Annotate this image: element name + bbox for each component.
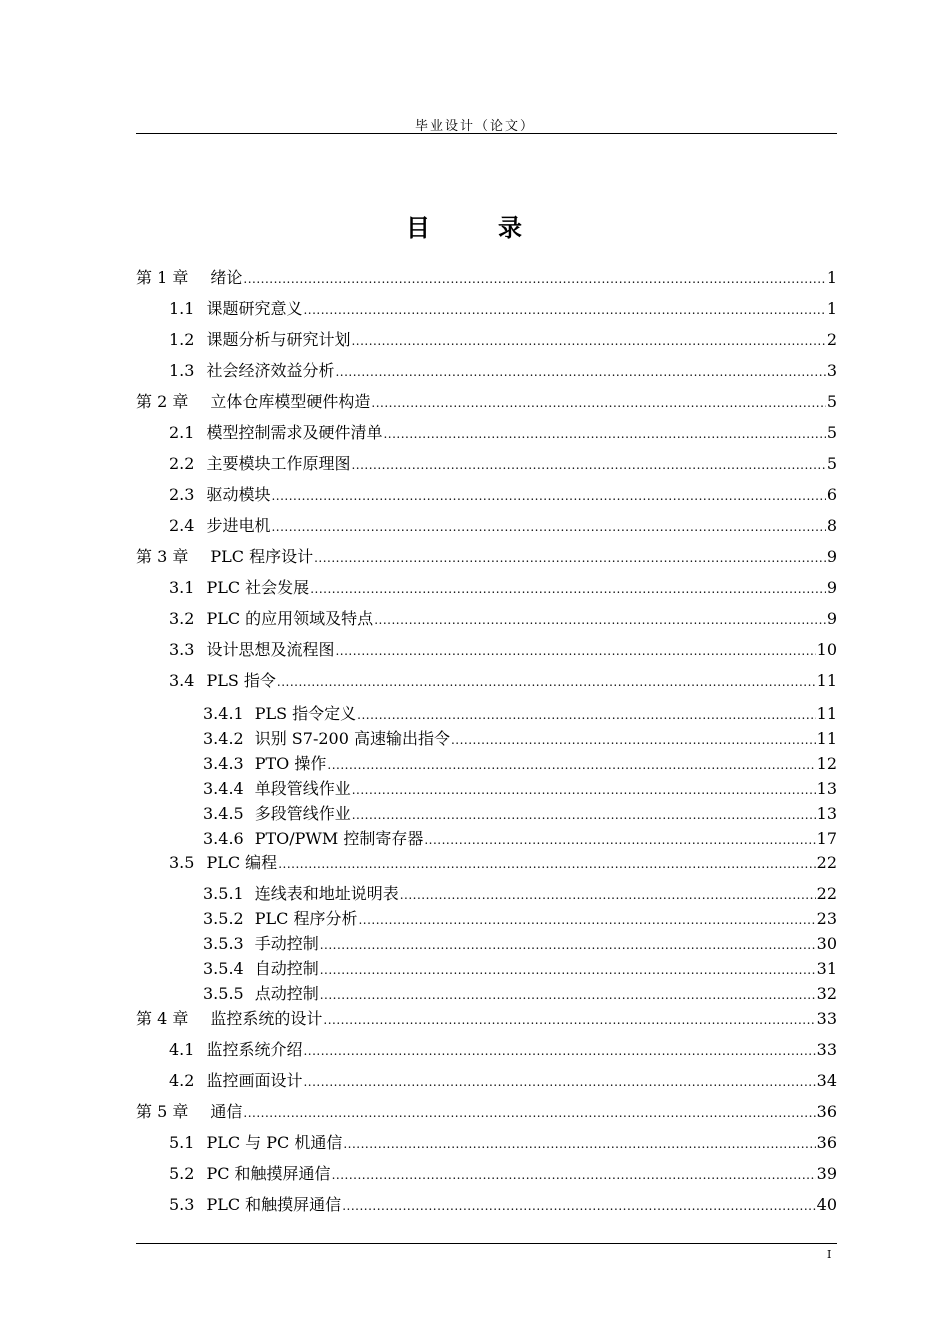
toc-entry-page: 5 (826, 423, 837, 442)
toc-dot-leader (343, 1135, 815, 1153)
toc-entry-title: PLC 的应用领域及特点 (206, 609, 374, 628)
toc-dot-leader (277, 673, 816, 691)
toc-dot-leader (342, 1197, 815, 1215)
toc-entry-page: 22 (816, 853, 837, 872)
toc-dot-leader (358, 911, 815, 929)
toc-entry[interactable] (169, 849, 837, 873)
toc-title: 目 录 (406, 213, 544, 242)
toc-dot-leader (351, 456, 825, 474)
toc-entry-number: 5.1 (169, 1133, 195, 1152)
toc-entry-number: 2.2 (169, 454, 195, 473)
toc-entry[interactable] (169, 481, 837, 505)
toc-entry-number: 2.1 (169, 423, 195, 442)
toc-entry-page: 32 (816, 984, 837, 1003)
toc-entry[interactable] (203, 880, 837, 904)
toc-entry-number: 5.3 (169, 1195, 195, 1214)
toc-entry-number: 5.2 (169, 1164, 195, 1183)
toc-entry-page: 6 (826, 485, 837, 504)
toc-dot-leader (332, 1166, 816, 1184)
toc-entry-number: 3.5.4 (203, 959, 244, 978)
toc-entry[interactable] (169, 605, 837, 629)
toc-entry[interactable] (136, 1098, 837, 1122)
footer-page-number: I (827, 1248, 832, 1261)
toc-dot-leader (383, 425, 825, 443)
toc-entry-title: 课题分析与研究计划 (206, 330, 351, 349)
toc-entry[interactable] (136, 1005, 837, 1029)
toc-entry-title: 监控画面设计 (206, 1071, 303, 1090)
toc-entry-number: 1.1 (169, 299, 195, 318)
toc-entry-number: 3.4.3 (203, 754, 244, 773)
toc-entry-title: 通信 (210, 1102, 243, 1121)
toc-entry[interactable] (136, 388, 837, 412)
toc-entry-title: 多段管线作业 (254, 804, 351, 823)
toc-entry-title: PLC 与 PC 机通信 (206, 1133, 343, 1152)
toc-entry[interactable] (136, 264, 837, 288)
toc-entry[interactable] (169, 419, 837, 443)
toc-entry-number: 第 4 章 (136, 1009, 189, 1028)
toc-dot-leader (243, 270, 825, 288)
toc-entry-page: 11 (816, 704, 837, 723)
toc-entry-title: 立体仓库模型硬件构造 (210, 392, 371, 411)
toc-entry-page: 33 (816, 1009, 837, 1028)
toc-entry-number: 第 2 章 (136, 392, 189, 411)
toc-dot-leader (424, 831, 815, 849)
toc-entry[interactable] (169, 1067, 837, 1091)
toc-entry-page: 31 (816, 959, 837, 978)
toc-entry-number: 1.3 (169, 361, 195, 380)
toc-dot-leader (351, 332, 825, 350)
toc-entry-page: 10 (816, 640, 837, 659)
toc-entry-page: 11 (816, 729, 837, 748)
toc-entry[interactable] (169, 1160, 837, 1184)
toc-entry-title: PLC 程序分析 (254, 909, 358, 928)
toc-entry-number: 4.1 (169, 1040, 195, 1059)
toc-entry-number: 3.5.2 (203, 909, 244, 928)
toc-entry[interactable] (169, 357, 837, 381)
toc-dot-leader (314, 549, 826, 567)
toc-entry-number: 3.1 (169, 578, 195, 597)
toc-entry-page: 36 (816, 1133, 837, 1152)
footer-divider (136, 1243, 837, 1244)
toc-entry[interactable] (136, 543, 837, 567)
toc-dot-leader (271, 518, 825, 536)
toc-entry[interactable] (169, 450, 837, 474)
toc-entry-title: 单段管线作业 (254, 779, 351, 798)
toc-entry-title: 监控系统的设计 (210, 1009, 323, 1028)
toc-entry-number: 3.4.6 (203, 829, 244, 848)
toc-entry-number: 3.5 (169, 853, 195, 872)
toc-entry-page: 12 (816, 754, 837, 773)
toc-entry-page: 11 (816, 671, 837, 690)
toc-entry[interactable] (169, 1129, 837, 1153)
toc-entry-title: PLS 指令定义 (254, 704, 357, 723)
toc-entry-page: 5 (826, 392, 837, 411)
toc-entry-page: 23 (816, 909, 837, 928)
toc-entry-page: 5 (826, 454, 837, 473)
toc-entry-page: 2 (826, 330, 837, 349)
toc-entry-page: 13 (816, 779, 837, 798)
toc-entry[interactable] (203, 980, 837, 1004)
toc-entry-title: PTO 操作 (254, 754, 327, 773)
toc-entry-page: 1 (826, 299, 837, 318)
toc-entry[interactable] (203, 775, 837, 799)
toc-entry-page: 8 (826, 516, 837, 535)
toc-entry-number: 2.4 (169, 516, 195, 535)
toc-entry-page: 13 (816, 804, 837, 823)
toc-entry-title: 驱动模块 (206, 485, 271, 504)
toc-entry-title: PC 和触摸屏通信 (206, 1164, 331, 1183)
toc-entry-page: 40 (816, 1195, 837, 1214)
toc-dot-leader (335, 642, 815, 660)
toc-entry-title: 识别 S7-200 高速输出指令 (254, 729, 450, 748)
toc-entry-number: 3.2 (169, 609, 195, 628)
toc-entry[interactable] (203, 930, 837, 954)
toc-dot-leader (451, 731, 816, 749)
toc-entry[interactable] (169, 667, 837, 691)
toc-entry-number: 1.2 (169, 330, 195, 349)
toc-entry-number: 3.4.5 (203, 804, 244, 823)
toc-entry-number: 3.5.5 (203, 984, 244, 1003)
toc-entry[interactable] (169, 1191, 837, 1215)
toc-entry-page: 9 (826, 578, 837, 597)
toc-entry-number: 第 1 章 (136, 268, 189, 287)
toc-entry-number: 2.3 (169, 485, 195, 504)
toc-entry-page: 22 (816, 884, 837, 903)
toc-entry-page: 33 (816, 1040, 837, 1059)
toc-entry-title: 社会经济效益分析 (206, 361, 335, 380)
toc-entry-number: 3.5.1 (203, 884, 244, 903)
toc-entry-page: 30 (816, 934, 837, 953)
toc-dot-leader (335, 363, 825, 381)
toc-entry-number: 3.4 (169, 671, 195, 690)
toc-dot-leader (278, 855, 815, 873)
toc-entry-title: 点动控制 (254, 984, 319, 1003)
toc-entry-title: 课题研究意义 (206, 299, 303, 318)
toc-dot-leader (374, 611, 826, 629)
toc-entry-title: PLC 编程 (206, 853, 278, 872)
toc-entry-page: 17 (816, 829, 837, 848)
toc-entry-page: 9 (826, 547, 837, 566)
toc-entry-title: PLC 程序设计 (210, 547, 314, 566)
toc-entry-page: 1 (826, 268, 837, 287)
toc-dot-leader (310, 580, 826, 598)
toc-entry[interactable] (169, 574, 837, 598)
toc-entry-number: 3.4.2 (203, 729, 244, 748)
toc-entry-title: PLC 和触摸屏通信 (206, 1195, 342, 1214)
header-divider (136, 133, 837, 134)
toc-dot-leader (303, 1073, 815, 1091)
toc-entry-title: PTO/PWM 控制寄存器 (254, 829, 424, 848)
toc-dot-leader (320, 936, 816, 954)
toc-dot-leader (357, 706, 815, 724)
toc-entry[interactable] (169, 512, 837, 536)
toc-entry-title: 步进电机 (206, 516, 271, 535)
toc-entry-number: 3.3 (169, 640, 195, 659)
toc-entry[interactable] (169, 636, 837, 660)
toc-entry[interactable] (169, 326, 837, 350)
toc-entry-title: 设计思想及流程图 (206, 640, 335, 659)
toc-entry-number: 3.4.1 (203, 704, 244, 723)
toc-dot-leader (303, 1042, 815, 1060)
toc-entry-number: 4.2 (169, 1071, 195, 1090)
toc-entry-title: 绪论 (210, 268, 243, 287)
toc-entry-number: 第 3 章 (136, 547, 189, 566)
toc-dot-leader (320, 961, 816, 979)
toc-entry[interactable] (203, 725, 837, 749)
toc-dot-leader (323, 1011, 815, 1029)
toc-entry-page: 39 (816, 1164, 837, 1183)
toc-entry[interactable] (203, 700, 837, 724)
toc-dot-leader (303, 301, 825, 319)
toc-entry[interactable] (203, 750, 837, 774)
toc-entry[interactable] (169, 295, 837, 319)
toc-dot-leader (400, 886, 816, 904)
toc-dot-leader (352, 781, 816, 799)
toc-entry-page: 34 (816, 1071, 837, 1090)
toc-dot-leader (271, 487, 825, 505)
toc-entry-page: 9 (826, 609, 837, 628)
toc-entry-title: 自动控制 (254, 959, 319, 978)
toc-dot-leader (327, 756, 815, 774)
toc-entry[interactable] (203, 800, 837, 824)
toc-entry-title: PLS 指令 (206, 671, 276, 690)
toc-entry-page: 36 (816, 1102, 837, 1121)
toc-entry-title: PLC 社会发展 (206, 578, 310, 597)
toc-entry[interactable] (169, 1036, 837, 1060)
toc-entry-number: 3.4.4 (203, 779, 244, 798)
toc-entry-page: 3 (826, 361, 837, 380)
page-header: 毕业设计（论文） (414, 119, 535, 134)
toc-entry[interactable] (203, 825, 837, 849)
toc-entry-title: 手动控制 (254, 934, 319, 953)
toc-entry[interactable] (203, 955, 837, 979)
toc-entry-title: 连线表和地址说明表 (254, 884, 399, 903)
toc-dot-leader (243, 1104, 815, 1122)
toc-entry[interactable] (203, 905, 837, 929)
toc-dot-leader (320, 986, 816, 1004)
toc-entry-number: 第 5 章 (136, 1102, 189, 1121)
toc-entry-number: 3.5.3 (203, 934, 244, 953)
toc-dot-leader (371, 394, 825, 412)
toc-dot-leader (352, 806, 816, 824)
toc-entry-title: 模型控制需求及硬件清单 (206, 423, 383, 442)
toc-entry-title: 监控系统介绍 (206, 1040, 303, 1059)
toc-entry-title: 主要模块工作原理图 (206, 454, 351, 473)
